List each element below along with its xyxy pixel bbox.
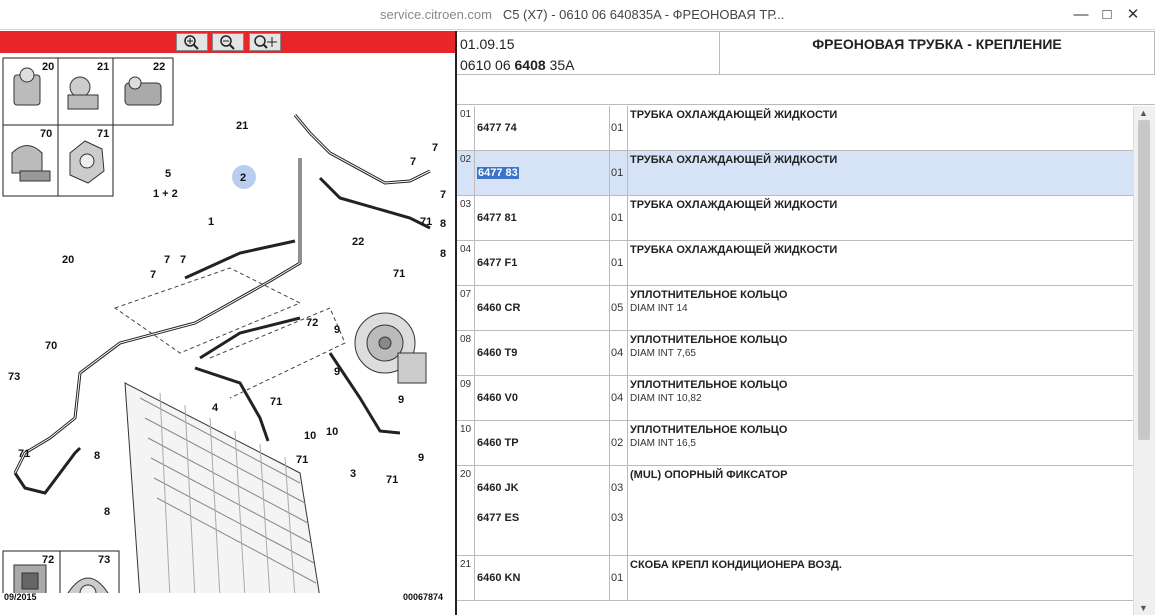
part-qty: 01 (611, 212, 624, 224)
row-num-cell (457, 286, 475, 330)
part-description: (MUL) ОПОРНЫЙ ФИКСАТОР (630, 469, 788, 481)
part-ref[interactable]: 6460 T9 (477, 347, 518, 359)
part-ref[interactable]: 6477 83 (478, 167, 518, 179)
label-1plus2: 1 + 2 (153, 188, 178, 200)
row-desc-cell (628, 196, 1133, 240)
part-ref[interactable]: 6460 V0 (477, 392, 518, 404)
label-4[interactable]: 4 (212, 402, 219, 414)
row-num: 08 (460, 334, 472, 345)
inset-label-71: 71 (97, 128, 110, 140)
label-3[interactable]: 3 (350, 468, 357, 480)
part-qty: 01 (611, 257, 624, 269)
label-5: 5 (165, 168, 172, 180)
row-qty-cell (610, 466, 628, 555)
table-row[interactable] (457, 106, 1133, 151)
label-71c[interactable]: 71 (270, 396, 283, 408)
table-row[interactable] (457, 556, 1133, 601)
part-description: УПЛОТНИТЕЛЬНОЕ КОЛЬЦО (630, 424, 788, 436)
row-part-cell (475, 241, 610, 285)
row-part-cell (475, 466, 610, 555)
label-71b[interactable]: 71 (393, 268, 406, 280)
part-spec: DIAM INT 16,5 (630, 438, 696, 449)
row-num: 09 (460, 379, 472, 390)
label-8c[interactable]: 8 (94, 450, 101, 462)
table-row[interactable] (457, 466, 1133, 556)
zoom-out-icon (213, 34, 243, 50)
row-qty-cell (610, 331, 628, 375)
row-desc-cell (628, 151, 1133, 195)
row-part-cell (475, 196, 610, 240)
part-ref[interactable]: 6477 74 (477, 122, 517, 134)
label-7b[interactable]: 7 (410, 156, 417, 168)
page-title: ФРЕОНОВАЯ ТРУБКА - КРЕПЛЕНИЕ (812, 36, 1062, 52)
row-num: 21 (460, 559, 472, 570)
row-num: 02 (460, 154, 472, 165)
diagram-date-code: 09/2015 (4, 592, 37, 602)
label-71f[interactable]: 71 (386, 474, 399, 486)
part-description: УПЛОТНИТЕЛЬНОЕ КОЛЬЦО (630, 379, 788, 391)
diagram-ref-code: 00067874 (403, 592, 444, 602)
row-part-cell (475, 331, 610, 375)
row-qty-cell (610, 421, 628, 465)
window-titlebar (0, 0, 1155, 30)
label-1[interactable]: 1 (208, 216, 215, 228)
inset-label-73: 73 (98, 554, 111, 566)
label-71d[interactable]: 71 (18, 448, 31, 460)
row-desc-cell (628, 421, 1133, 465)
label-7a[interactable]: 7 (432, 142, 439, 154)
scroll-down-icon[interactable]: ▼ (1139, 603, 1148, 613)
zoom-in-icon (177, 34, 207, 50)
row-desc-cell (628, 106, 1133, 150)
part-ref[interactable]: 6477 81 (477, 212, 517, 224)
part-spec: DIAM INT 7,65 (630, 348, 696, 359)
label-8b[interactable]: 8 (440, 248, 447, 260)
label-9d[interactable]: 9 (418, 452, 425, 464)
inset-label-70: 70 (40, 128, 53, 140)
table-row[interactable] (457, 376, 1133, 421)
label-10b[interactable]: 10 (326, 426, 339, 438)
row-desc-cell (628, 376, 1133, 420)
row-num: 10 (460, 424, 472, 435)
scroll-up-icon[interactable]: ▲ (1139, 108, 1148, 118)
part-description: УПЛОТНИТЕЛЬНОЕ КОЛЬЦО (630, 334, 788, 346)
parts-pane (457, 31, 1155, 615)
parts-scrollbar[interactable] (1133, 106, 1155, 615)
table-row[interactable] (457, 331, 1133, 376)
label-9c[interactable]: 9 (398, 394, 405, 406)
inset-label-20: 20 (42, 61, 55, 73)
label-7d[interactable]: 7 (164, 254, 171, 266)
row-qty-cell (610, 151, 628, 195)
row-part-cell (475, 151, 610, 195)
part-description: ТРУБКА ОХЛАЖДАЮЩЕЙ ЖИДКОСТИ (630, 154, 838, 166)
row-desc-cell (628, 556, 1133, 600)
header-title-box (720, 31, 1155, 75)
row-num-cell (457, 556, 475, 600)
row-desc-cell (628, 241, 1133, 285)
diagram-toolbar (0, 31, 457, 53)
row-num-cell (457, 196, 475, 240)
part-qty: 03 (611, 512, 624, 524)
row-num: 01 (460, 109, 472, 120)
label-71e[interactable]: 71 (296, 454, 309, 466)
row-qty-cell (610, 556, 628, 600)
minimize-button[interactable]: — (1073, 6, 1089, 23)
part-ref[interactable]: 6477 ES (477, 512, 520, 524)
close-button[interactable]: ✕ (1126, 6, 1140, 23)
window-title-text: C5 (X7) - 0610 06 640835A - ФРЕОНОВАЯ ТР... (502, 7, 785, 22)
table-row[interactable] (457, 241, 1133, 286)
parts-table (457, 106, 1133, 615)
label-8a[interactable]: 8 (440, 218, 447, 230)
inset-label-22: 22 (153, 61, 166, 73)
window-host: service.citroen.com (380, 7, 492, 22)
part-qty: 01 (611, 167, 624, 179)
zoom-fit-button[interactable] (249, 33, 281, 51)
label-7f[interactable]: 7 (150, 269, 157, 281)
label-22[interactable]: 22 (352, 236, 365, 248)
row-num-cell (457, 331, 475, 375)
row-part-cell (475, 556, 610, 600)
scroll-thumb[interactable] (1138, 120, 1150, 440)
zoom-out-button[interactable] (212, 33, 244, 51)
row-part-cell (475, 286, 610, 330)
part-description: СКОБА КРЕПЛ КОНДИЦИОНЕРА ВОЗД. (630, 559, 842, 571)
row-num: 07 (460, 289, 472, 300)
part-spec: DIAM INT 10,82 (630, 393, 702, 404)
label-72[interactable]: 72 (306, 317, 319, 329)
part-ref[interactable]: 6460 KN (477, 572, 521, 584)
part-qty: 01 (611, 122, 624, 134)
row-part-cell (475, 421, 610, 465)
row-num-cell (457, 241, 475, 285)
part-qty: 03 (611, 482, 624, 494)
table-row[interactable] (457, 286, 1133, 331)
part-description: ТРУБКА ОХЛАЖДАЮЩЕЙ ЖИДКОСТИ (630, 244, 838, 256)
part-ref[interactable]: 6460 JK (477, 482, 519, 494)
label-2[interactable]: 2 (240, 172, 247, 184)
part-qty: 04 (611, 347, 624, 359)
row-num: 04 (460, 244, 472, 255)
row-num-cell (457, 376, 475, 420)
zoom-in-button[interactable] (176, 33, 208, 51)
part-qty: 01 (611, 572, 624, 584)
part-description: ТРУБКА ОХЛАЖДАЮЩЕЙ ЖИДКОСТИ (630, 109, 838, 121)
condenser[interactable] (125, 383, 320, 593)
table-row[interactable] (457, 151, 1133, 196)
compressor[interactable] (355, 313, 426, 383)
row-qty-cell (610, 106, 628, 150)
part-description: УПЛОТНИТЕЛЬНОЕ КОЛЬЦО (630, 289, 788, 301)
inset-label-21: 21 (97, 61, 110, 73)
window-title (380, 7, 784, 22)
label-9b[interactable]: 9 (334, 366, 341, 378)
part-qty: 05 (611, 302, 624, 314)
label-21[interactable]: 21 (236, 120, 249, 132)
label-9a[interactable]: 9 (334, 324, 341, 336)
header-info (457, 31, 720, 75)
part-ref[interactable]: 6460 TP (477, 437, 519, 449)
row-num-cell (457, 421, 475, 465)
row-desc-cell (628, 466, 1133, 555)
row-num-cell (457, 466, 475, 555)
zoom-fit-icon (250, 34, 280, 50)
diagram-pane (0, 31, 457, 615)
header-code: 0610 06 6408 35A (460, 57, 575, 73)
row-part-cell (475, 376, 610, 420)
label-7e[interactable]: 7 (180, 254, 187, 266)
row-desc-cell (628, 331, 1133, 375)
part-description: ТРУБКА ОХЛАЖДАЮЩЕЙ ЖИДКОСТИ (630, 199, 838, 211)
part-spec: DIAM INT 14 (630, 303, 688, 314)
table-row[interactable] (457, 196, 1133, 241)
header-spacer (457, 75, 1155, 105)
label-8d[interactable]: 8 (104, 506, 111, 518)
row-desc-cell (628, 286, 1133, 330)
table-row[interactable] (457, 421, 1133, 466)
row-qty-cell (610, 196, 628, 240)
row-part-cell (475, 106, 610, 150)
header-date: 01.09.15 (460, 36, 515, 52)
row-num: 03 (460, 199, 472, 210)
inset-label-72: 72 (42, 554, 55, 566)
label-20[interactable]: 20 (62, 254, 75, 266)
label-10a[interactable]: 10 (304, 430, 317, 442)
label-73[interactable]: 73 (8, 371, 21, 383)
row-num-cell (457, 106, 475, 150)
row-num: 20 (460, 469, 472, 480)
part-ref[interactable]: 6477 F1 (477, 257, 518, 269)
maximize-button[interactable]: □ (1102, 6, 1112, 23)
part-qty: 04 (611, 392, 624, 404)
row-num-cell (457, 151, 475, 195)
row-qty-cell (610, 286, 628, 330)
label-71a[interactable]: 71 (420, 216, 433, 228)
ac-pipe-diagram (0, 53, 457, 593)
row-qty-cell (610, 376, 628, 420)
row-qty-cell (610, 241, 628, 285)
part-ref[interactable]: 6460 CR (477, 302, 521, 314)
part-qty: 02 (611, 437, 624, 449)
label-70[interactable]: 70 (45, 340, 58, 352)
label-7c[interactable]: 7 (440, 189, 447, 201)
